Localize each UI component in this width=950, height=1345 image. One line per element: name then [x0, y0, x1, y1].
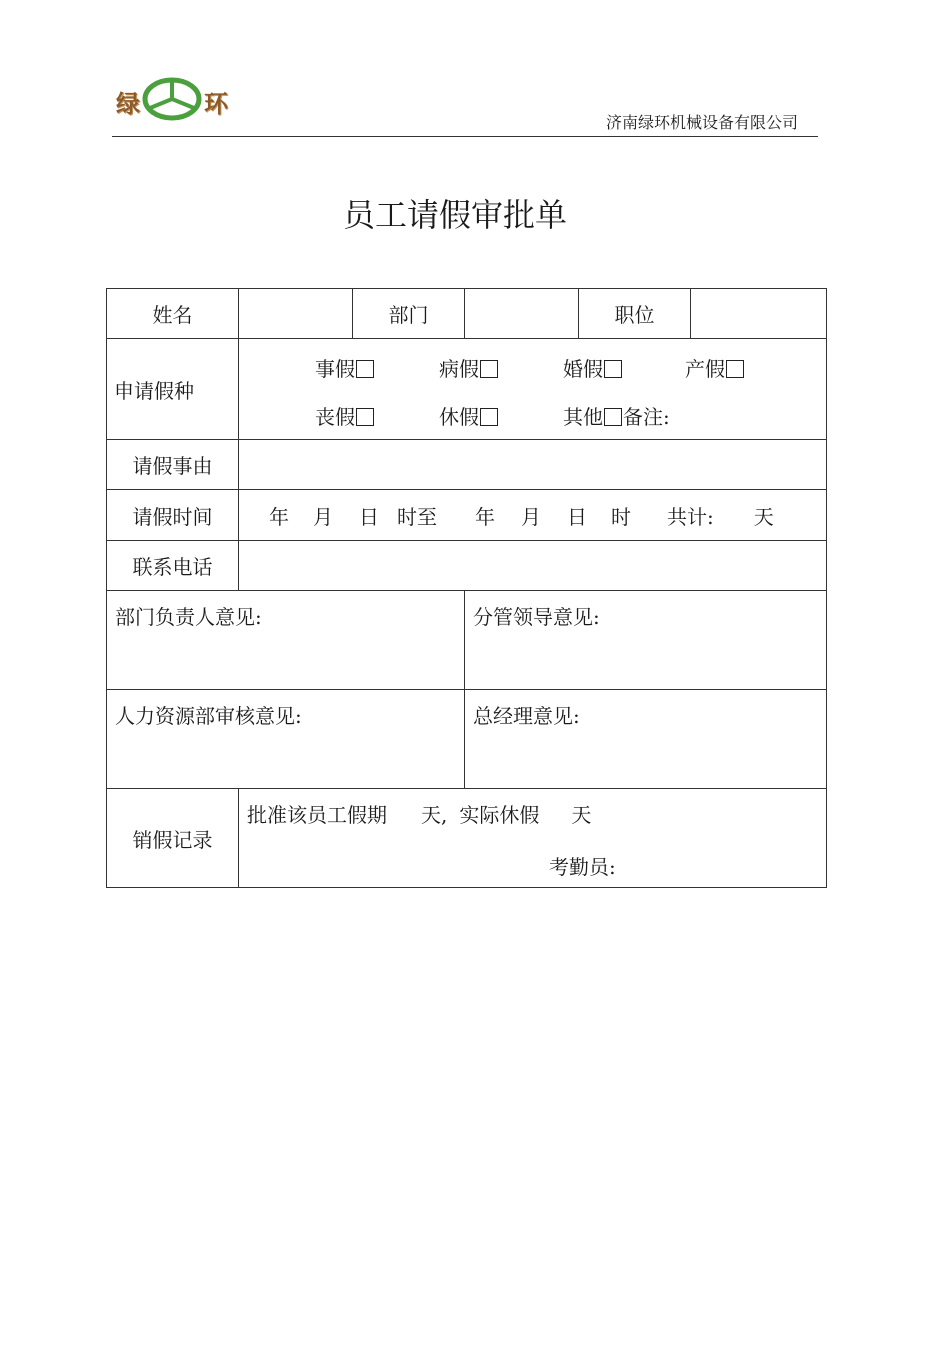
option-vacation-leave[interactable]: 休假: [439, 401, 563, 430]
total-days-unit: 天: [753, 504, 774, 529]
option-maternity-leave[interactable]: 产假: [685, 353, 745, 382]
leave-options-row-1: [239, 343, 826, 391]
document-title: 员工请假审批单: [342, 196, 567, 234]
checkbox[interactable]: [480, 360, 498, 378]
option-sick-leave[interactable]: 病假: [439, 353, 563, 382]
checkbox[interactable]: [604, 360, 622, 378]
start-hour-to: 时至: [397, 504, 437, 529]
row-phone: [107, 541, 827, 591]
checkbox[interactable]: [356, 360, 374, 378]
approved-days-unit: 天,: [421, 803, 448, 827]
attendance-clerk-label: 考勤员:: [549, 855, 616, 879]
dept-field[interactable]: [465, 289, 579, 339]
cancel-record-field[interactable]: [239, 789, 827, 888]
option-bereavement-leave[interactable]: 丧假: [315, 401, 439, 430]
row-leave-type: [107, 339, 827, 440]
cancel-label: 销假记录: [107, 789, 239, 888]
total-label: 共计:: [667, 504, 714, 529]
end-month: 月: [521, 504, 541, 529]
position-field[interactable]: [691, 289, 827, 339]
row-cancel-record: [107, 789, 827, 888]
option-other-leave[interactable]: 其他 备注:: [563, 404, 670, 429]
start-year: 年: [269, 504, 289, 529]
company-name: 济南绿环机械设备有限公司: [605, 113, 798, 132]
dept-label: 部门: [353, 289, 465, 339]
actual-days-unit: 天: [571, 803, 592, 827]
approved-days-label: 批准该员工假期: [247, 803, 387, 827]
end-day: 日: [567, 504, 587, 529]
actual-days-label: 实际休假: [459, 803, 540, 827]
company-logo: [114, 70, 230, 128]
leave-form-table: [106, 288, 827, 888]
row-basic-info: [107, 289, 827, 339]
reason-field[interactable]: [239, 440, 827, 490]
checkbox[interactable]: [356, 408, 374, 426]
division-leader-opinion[interactable]: 分管领导意见:: [465, 591, 827, 690]
row-reason: [107, 440, 827, 490]
checkbox[interactable]: [480, 408, 498, 426]
position-label: 职位: [579, 289, 691, 339]
end-hour: 时: [611, 504, 631, 529]
leave-options-row-2: [239, 391, 826, 439]
leave-type-options: [239, 339, 827, 440]
row-leave-time: [107, 490, 827, 541]
gm-opinion[interactable]: 总经理意见:: [465, 690, 827, 789]
checkbox[interactable]: [604, 408, 622, 426]
end-year: 年: [475, 504, 495, 529]
logo-emblem-icon: [142, 76, 202, 122]
time-label: 请假时间: [107, 490, 239, 541]
dept-head-opinion[interactable]: 部门负责人意见:: [107, 591, 465, 690]
start-day: 日: [359, 504, 379, 529]
header-divider: [112, 136, 818, 137]
logo-char-right: 环: [204, 90, 228, 118]
phone-label: 联系电话: [107, 541, 239, 591]
start-month: 月: [313, 504, 333, 529]
time-field[interactable]: [239, 490, 827, 541]
name-field[interactable]: [239, 289, 353, 339]
hr-opinion[interactable]: 人力资源部审核意见:: [107, 690, 465, 789]
option-personal-leave[interactable]: 事假: [315, 353, 439, 382]
row-opinions-2: [107, 690, 827, 789]
row-opinions-1: [107, 591, 827, 690]
option-marriage-leave[interactable]: 婚假: [563, 353, 685, 382]
checkbox[interactable]: [726, 360, 744, 378]
phone-field[interactable]: [239, 541, 827, 591]
logo-char-left: 绿: [116, 90, 140, 118]
reason-label: 请假事由: [107, 440, 239, 490]
note-label: 备注:: [623, 404, 670, 429]
leave-type-label: 申请假种: [107, 339, 239, 440]
name-label: 姓名: [107, 289, 239, 339]
